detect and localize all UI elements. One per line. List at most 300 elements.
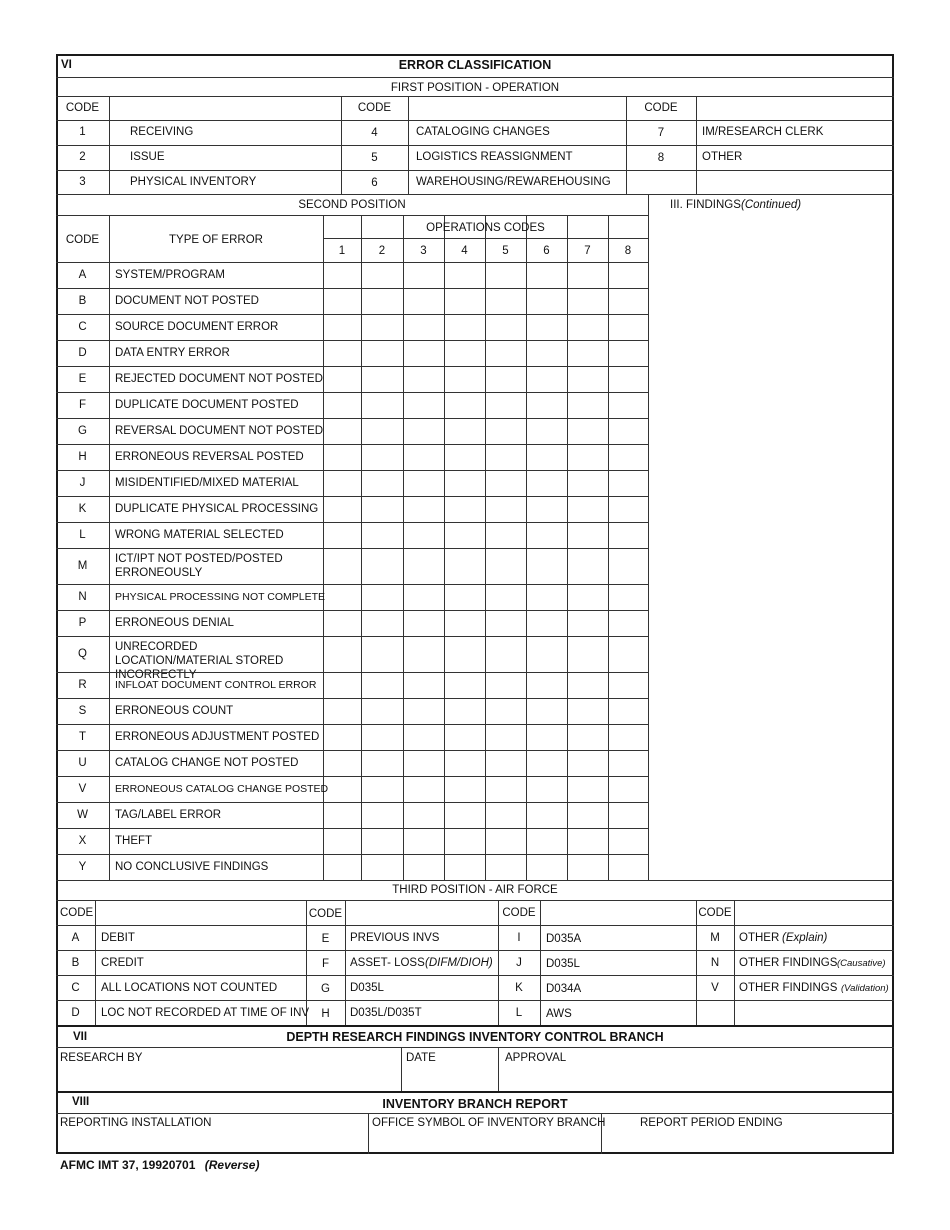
error-tally-cell[interactable] [567, 418, 608, 444]
error-tally-cell[interactable] [323, 672, 361, 698]
error-tally-cell[interactable] [444, 802, 485, 828]
air-force-label: D035L/D035T [350, 1007, 422, 1019]
error-tally-cell[interactable] [485, 610, 526, 636]
label-note: (DIFM/DIOH) [425, 957, 493, 969]
error-tally-cell[interactable] [608, 262, 648, 288]
error-tally-cell[interactable] [323, 470, 361, 496]
error-tally-cell[interactable] [526, 548, 567, 584]
section-number: VIII [72, 1096, 90, 1108]
error-type-label: ERRONEOUS COUNT [115, 705, 234, 717]
error-tally-cell[interactable] [526, 610, 567, 636]
air-force-label: ALL LOCATIONS NOT COUNTED [101, 982, 278, 994]
error-tally-cell[interactable] [323, 828, 361, 854]
error-tally-cell[interactable] [403, 262, 444, 288]
error-tally-cell[interactable] [444, 262, 485, 288]
office-symbol-field[interactable] [368, 1131, 601, 1154]
error-tally-cell[interactable] [608, 672, 648, 698]
error-tally-cell[interactable] [403, 672, 444, 698]
error-tally-cell[interactable] [567, 854, 608, 880]
operation-code: 2 [79, 151, 86, 163]
section-title: DEPTH RESEARCH FINDINGS INVENTORY CONTROL BRANCH [286, 1030, 664, 1044]
error-tally-cell[interactable] [444, 828, 485, 854]
error-type-label: DUPLICATE PHYSICAL PROCESSING [115, 503, 319, 515]
reporting-installation-field[interactable] [56, 1131, 368, 1154]
error-tally-cell[interactable] [567, 584, 608, 610]
approval-label: APPROVAL [505, 1052, 567, 1064]
operation-code-column: 6 [543, 245, 550, 257]
air-force-code: C [71, 982, 80, 994]
error-tally-cell[interactable] [567, 802, 608, 828]
error-tally-cell[interactable] [526, 584, 567, 610]
error-tally-cell[interactable] [485, 698, 526, 724]
error-tally-cell[interactable] [361, 724, 403, 750]
error-tally-cell[interactable] [323, 444, 361, 470]
error-tally-cell[interactable] [485, 366, 526, 392]
error-code: R [78, 679, 87, 691]
error-tally-cell[interactable] [403, 522, 444, 548]
air-force-code: A [71, 932, 80, 944]
code-header: CODE [698, 907, 732, 919]
error-tally-cell[interactable] [526, 750, 567, 776]
error-tally-cell[interactable] [403, 828, 444, 854]
error-tally-cell[interactable] [444, 750, 485, 776]
error-tally-cell[interactable] [403, 418, 444, 444]
error-tally-cell[interactable] [567, 828, 608, 854]
error-tally-cell[interactable] [567, 288, 608, 314]
error-tally-cell[interactable] [485, 262, 526, 288]
error-code: K [78, 503, 87, 515]
air-force-code: I [517, 932, 521, 944]
error-tally-cell[interactable] [485, 584, 526, 610]
operation-code: 8 [657, 152, 665, 164]
error-tally-cell[interactable] [526, 314, 567, 340]
air-force-code: K [515, 982, 523, 994]
error-tally-cell[interactable] [526, 340, 567, 366]
error-tally-cell[interactable] [567, 776, 608, 802]
error-type-label: SOURCE DOCUMENT ERROR [115, 321, 279, 333]
error-tally-cell[interactable] [361, 444, 403, 470]
error-tally-cell[interactable] [567, 610, 608, 636]
air-force-label: D035A [546, 933, 582, 945]
error-tally-cell[interactable] [526, 724, 567, 750]
error-tally-cell[interactable] [526, 366, 567, 392]
error-code: J [79, 477, 86, 489]
error-type-label: REJECTED DOCUMENT NOT POSTED [115, 373, 323, 385]
error-tally-cell[interactable] [444, 698, 485, 724]
second-position-title: SECOND POSITION [298, 199, 406, 211]
error-tally-cell[interactable] [485, 288, 526, 314]
error-tally-cell[interactable] [361, 262, 403, 288]
error-tally-cell[interactable] [361, 828, 403, 854]
error-tally-cell[interactable] [567, 672, 608, 698]
operation-label: CATALOGING CHANGES [416, 126, 550, 138]
error-type-label: DUPLICATE DOCUMENT POSTED [115, 399, 299, 411]
rule-line [56, 1091, 894, 1093]
error-tally-cell[interactable] [485, 724, 526, 750]
error-tally-cell[interactable] [323, 496, 361, 522]
error-code: N [78, 591, 87, 603]
error-tally-cell[interactable] [444, 314, 485, 340]
error-tally-cell[interactable] [323, 698, 361, 724]
code-header: CODE [644, 102, 678, 114]
error-tally-cell[interactable] [485, 750, 526, 776]
error-code: W [77, 809, 88, 821]
error-tally-cell[interactable] [403, 610, 444, 636]
section-number: VI [61, 59, 72, 71]
error-tally-cell[interactable] [444, 854, 485, 880]
error-tally-cell[interactable] [526, 776, 567, 802]
code-header: CODE [357, 102, 392, 114]
error-tally-cell[interactable] [608, 750, 648, 776]
error-tally-cell[interactable] [567, 340, 608, 366]
error-tally-cell[interactable] [323, 802, 361, 828]
error-tally-cell[interactable] [403, 470, 444, 496]
error-tally-cell[interactable] [403, 802, 444, 828]
error-tally-cell[interactable] [608, 802, 648, 828]
operation-code: 7 [657, 127, 665, 139]
error-tally-cell[interactable] [403, 496, 444, 522]
form-id: AFMC IMT 37, 19920701 [60, 1158, 196, 1172]
error-type-label: WRONG MATERIAL SELECTED [115, 529, 284, 541]
error-tally-cell[interactable] [567, 444, 608, 470]
error-tally-cell[interactable] [361, 366, 403, 392]
operation-code-column: 4 [461, 245, 468, 257]
error-tally-cell[interactable] [403, 776, 444, 802]
error-tally-cell[interactable] [608, 444, 648, 470]
error-tally-cell[interactable] [444, 392, 485, 418]
error-tally-cell[interactable] [526, 854, 567, 880]
rule-line [56, 925, 894, 926]
error-tally-cell[interactable] [608, 854, 648, 880]
air-force-label: OTHER [739, 932, 780, 944]
error-tally-cell[interactable] [526, 418, 567, 444]
operation-label: ISSUE [130, 151, 165, 163]
error-tally-cell[interactable] [361, 854, 403, 880]
error-tally-cell[interactable] [444, 548, 485, 584]
error-code: Q [78, 648, 87, 660]
error-tally-cell[interactable] [403, 584, 444, 610]
error-tally-cell[interactable] [526, 828, 567, 854]
error-tally-cell[interactable] [323, 340, 361, 366]
operation-code-column: 2 [378, 245, 386, 257]
error-tally-cell[interactable] [323, 610, 361, 636]
error-tally-cell[interactable] [403, 636, 444, 672]
form-side: (Reverse) [204, 1158, 260, 1172]
error-tally-cell[interactable] [361, 522, 403, 548]
operation-label: PHYSICAL INVENTORY [130, 176, 257, 188]
air-force-label: OTHER FINDINGS [739, 982, 838, 994]
error-tally-cell[interactable] [403, 854, 444, 880]
operation-label: IM/RESEARCH CLERK [702, 126, 824, 138]
error-tally-cell[interactable] [608, 470, 648, 496]
error-tally-cell[interactable] [361, 340, 403, 366]
error-tally-cell[interactable] [485, 418, 526, 444]
error-tally-cell[interactable] [608, 698, 648, 724]
code-header: CODE [308, 908, 343, 920]
error-tally-cell[interactable] [608, 340, 648, 366]
air-force-code: E [321, 933, 330, 945]
error-tally-cell[interactable] [567, 392, 608, 418]
error-tally-cell[interactable] [323, 750, 361, 776]
error-tally-cell[interactable] [361, 750, 403, 776]
error-tally-cell[interactable] [608, 418, 648, 444]
error-tally-cell[interactable] [361, 548, 403, 584]
operation-code-column: 3 [420, 245, 427, 257]
error-tally-cell[interactable] [323, 776, 361, 802]
error-type-label: ERRONEOUS DENIAL [115, 617, 234, 629]
error-tally-cell[interactable] [485, 802, 526, 828]
error-tally-cell[interactable] [526, 444, 567, 470]
error-tally-cell[interactable] [567, 262, 608, 288]
error-tally-cell[interactable] [444, 584, 485, 610]
error-tally-cell[interactable] [567, 470, 608, 496]
error-tally-cell[interactable] [444, 444, 485, 470]
date-field[interactable] [401, 1065, 498, 1091]
rule-line [56, 77, 894, 78]
error-tally-cell[interactable] [567, 636, 608, 672]
error-tally-cell[interactable] [323, 262, 361, 288]
column-rule [734, 900, 735, 1025]
error-code: T [78, 731, 87, 743]
air-force-code: N [710, 957, 720, 969]
error-tally-cell[interactable] [444, 418, 485, 444]
air-force-code: B [71, 957, 80, 969]
error-tally-cell[interactable] [361, 698, 403, 724]
error-tally-cell[interactable] [444, 340, 485, 366]
error-tally-cell[interactable] [403, 366, 444, 392]
error-tally-cell[interactable] [361, 496, 403, 522]
error-tally-cell[interactable] [444, 496, 485, 522]
operation-code-column: 7 [584, 245, 591, 257]
error-type-label: INFLOAT DOCUMENT CONTROL ERROR [115, 679, 317, 691]
error-tally-cell[interactable] [608, 366, 648, 392]
error-tally-cell[interactable] [608, 584, 648, 610]
error-tally-cell[interactable] [323, 522, 361, 548]
air-force-label: LOC NOT RECORDED AT TIME OF INV [101, 1007, 310, 1019]
error-code: A [78, 269, 87, 281]
error-code: Y [78, 861, 87, 873]
error-tally-cell[interactable] [323, 314, 361, 340]
rule-line [56, 145, 894, 146]
error-tally-cell[interactable] [444, 288, 485, 314]
error-type-label: PHYSICAL PROCESSING NOT COMPLETE [115, 591, 326, 603]
air-force-label: ASSET- LOSS [350, 957, 425, 969]
error-tally-cell[interactable] [485, 828, 526, 854]
error-tally-cell[interactable] [608, 522, 648, 548]
rule-line [56, 900, 894, 901]
research-by-field[interactable] [56, 1065, 401, 1091]
error-tally-cell[interactable] [526, 522, 567, 548]
error-tally-cell[interactable] [323, 854, 361, 880]
error-tally-cell[interactable] [444, 724, 485, 750]
column-rule [540, 900, 541, 1025]
error-tally-cell[interactable] [403, 698, 444, 724]
error-tally-cell[interactable] [608, 496, 648, 522]
rule-line [56, 96, 894, 97]
code-header: CODE [502, 907, 536, 919]
error-tally-cell[interactable] [444, 366, 485, 392]
research-by-label: RESEARCH BY [60, 1052, 143, 1064]
error-tally-cell[interactable] [403, 288, 444, 314]
error-tally-cell[interactable] [361, 610, 403, 636]
error-tally-cell[interactable] [361, 418, 403, 444]
error-tally-cell[interactable] [485, 470, 526, 496]
error-tally-cell[interactable] [567, 548, 608, 584]
error-code: L [79, 529, 86, 541]
rule-line [56, 120, 894, 121]
error-tally-cell[interactable] [403, 314, 444, 340]
error-tally-cell[interactable] [526, 698, 567, 724]
approval-field[interactable] [498, 1065, 894, 1091]
error-type-label: ERRONEOUS REVERSAL POSTED [115, 451, 304, 463]
error-tally-cell[interactable] [608, 724, 648, 750]
label-note: (Explain) [782, 932, 828, 944]
reporting-installation-label: REPORTING INSTALLATION [60, 1117, 212, 1129]
error-tally-cell[interactable] [485, 854, 526, 880]
error-tally-cell[interactable] [361, 636, 403, 672]
air-force-label: CREDIT [101, 957, 144, 969]
error-tally-cell[interactable] [526, 262, 567, 288]
error-tally-cell[interactable] [323, 548, 361, 584]
error-tally-cell[interactable] [361, 584, 403, 610]
error-tally-cell[interactable] [485, 444, 526, 470]
error-tally-cell[interactable] [323, 724, 361, 750]
operation-code-column: 5 [502, 245, 509, 257]
error-tally-cell[interactable] [608, 636, 648, 672]
error-tally-cell[interactable] [485, 548, 526, 584]
error-tally-cell[interactable] [567, 366, 608, 392]
section-number: VII [73, 1031, 88, 1043]
error-tally-cell[interactable] [567, 522, 608, 548]
rule-line [323, 238, 648, 239]
section-title: ERROR CLASSIFICATION [398, 58, 552, 72]
error-tally-cell[interactable] [323, 584, 361, 610]
air-force-label: D035L [546, 958, 580, 970]
error-tally-cell[interactable] [526, 636, 567, 672]
error-tally-cell[interactable] [361, 672, 403, 698]
error-type-label: ICT/IPT NOT POSTED/POSTED ERRONEOUSLY [115, 553, 283, 579]
error-code: E [78, 373, 87, 385]
error-tally-cell[interactable] [323, 418, 361, 444]
error-tally-cell[interactable] [403, 724, 444, 750]
error-tally-cell[interactable] [526, 672, 567, 698]
air-force-code: G [321, 983, 330, 995]
error-type-label: DATA ENTRY ERROR [115, 347, 230, 359]
error-tally-cell[interactable] [526, 288, 567, 314]
error-type-label: ERRONEOUS ADJUSTMENT POSTED [115, 731, 320, 743]
air-force-code: D [71, 1007, 80, 1019]
error-type-label: UNRECORDED LOCATION/MATERIAL STORED INCORRECTLY [115, 641, 284, 681]
error-tally-cell[interactable] [526, 496, 567, 522]
code-header: CODE [65, 102, 100, 114]
error-type-label: REVERSAL DOCUMENT NOT POSTED [115, 425, 324, 437]
air-force-label: AWS [546, 1008, 572, 1020]
error-tally-cell[interactable] [567, 698, 608, 724]
error-tally-cell[interactable] [485, 776, 526, 802]
error-tally-cell[interactable] [323, 288, 361, 314]
error-tally-cell[interactable] [323, 392, 361, 418]
code-header: CODE [60, 907, 94, 919]
error-type-label: ERRONEOUS CATALOG CHANGE POSTED [115, 783, 329, 795]
error-tally-cell[interactable] [403, 340, 444, 366]
error-tally-cell[interactable] [608, 314, 648, 340]
error-tally-cell[interactable] [608, 392, 648, 418]
error-code: D [78, 347, 87, 359]
error-code: B [78, 295, 87, 307]
error-tally-cell[interactable] [361, 288, 403, 314]
error-tally-cell[interactable] [444, 522, 485, 548]
air-force-label: PREVIOUS INVS [350, 932, 440, 944]
error-tally-cell[interactable] [444, 610, 485, 636]
third-position-title: THIRD POSITION - AIR FORCE [392, 884, 558, 896]
operation-code-column: 1 [338, 245, 346, 257]
label-note: (Validation) [841, 983, 889, 994]
error-tally-cell[interactable] [444, 636, 485, 672]
error-tally-cell[interactable] [403, 548, 444, 584]
error-code: C [78, 321, 87, 333]
error-tally-cell[interactable] [403, 392, 444, 418]
column-rule [345, 900, 346, 1025]
error-type-label: DOCUMENT NOT POSTED [115, 295, 259, 307]
error-tally-cell[interactable] [361, 802, 403, 828]
error-tally-cell[interactable] [567, 750, 608, 776]
error-tally-cell[interactable] [403, 444, 444, 470]
column-rule [95, 900, 96, 1025]
error-type-label: MISIDENTIFIED/MIXED MATERIAL [115, 477, 299, 489]
error-tally-cell[interactable] [485, 636, 526, 672]
report-period-label: REPORT PERIOD ENDING [640, 1117, 783, 1129]
error-tally-cell[interactable] [608, 776, 648, 802]
report-period-field[interactable] [601, 1131, 894, 1154]
error-tally-cell[interactable] [485, 392, 526, 418]
rule-line [56, 880, 894, 881]
error-code: M [77, 560, 88, 572]
error-tally-cell[interactable] [485, 340, 526, 366]
error-tally-cell[interactable] [323, 366, 361, 392]
error-tally-cell[interactable] [608, 828, 648, 854]
error-tally-cell[interactable] [485, 496, 526, 522]
error-tally-cell[interactable] [485, 672, 526, 698]
rule-line [56, 975, 894, 976]
error-tally-cell[interactable] [485, 522, 526, 548]
error-tally-cell[interactable] [526, 392, 567, 418]
error-tally-cell[interactable] [608, 610, 648, 636]
error-tally-cell[interactable] [567, 314, 608, 340]
error-tally-cell[interactable] [567, 724, 608, 750]
error-tally-cell[interactable] [567, 496, 608, 522]
error-tally-cell[interactable] [608, 288, 648, 314]
error-code: F [78, 399, 87, 411]
error-tally-cell[interactable] [485, 314, 526, 340]
error-tally-cell[interactable] [361, 470, 403, 496]
error-tally-cell[interactable] [444, 470, 485, 496]
error-tally-cell[interactable] [444, 672, 485, 698]
operation-code: 6 [371, 177, 378, 189]
operation-code-column: 8 [624, 245, 632, 257]
error-tally-cell[interactable] [361, 392, 403, 418]
error-tally-cell[interactable] [526, 470, 567, 496]
error-tally-cell[interactable] [361, 776, 403, 802]
error-tally-cell[interactable] [608, 548, 648, 584]
error-tally-cell[interactable] [361, 314, 403, 340]
rule-line [56, 194, 894, 195]
error-tally-cell[interactable] [403, 750, 444, 776]
error-tally-cell[interactable] [444, 776, 485, 802]
rule-line [56, 1113, 894, 1114]
error-tally-cell[interactable] [323, 636, 361, 672]
rule-line [56, 1025, 894, 1027]
error-tally-cell[interactable] [526, 802, 567, 828]
